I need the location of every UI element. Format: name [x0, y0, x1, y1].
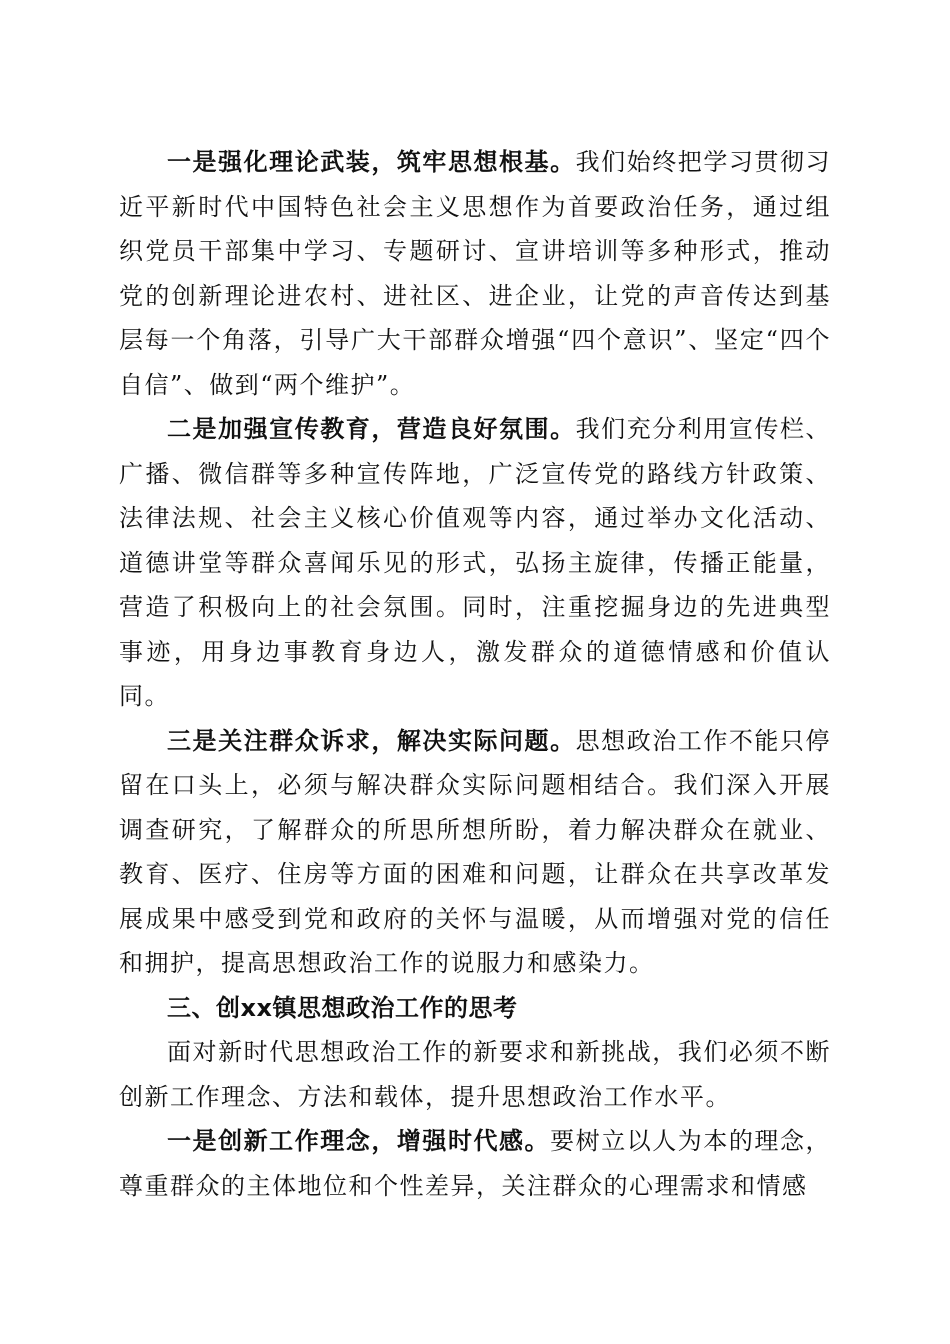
paragraph-text: 我们始终把学习贯彻习近平新时代中国特色社会主义思想作为首要政治任务，通过组织党员干部集中学习、专题研讨、宣讲培训等多种形式，推动党的创新理论进农村、进社区、进企业，让党的声音传达到基层每一个角落，引导广大干部群众增强“四个意识”、坚定“四个自信”、做到“两个维护”。 — [119, 148, 831, 399]
document-body — [119, 140, 831, 1208]
section-heading: 三、创xx镇思想政治工作的思考 — [167, 993, 518, 1022]
paragraph-text: 我们充分利用宣传栏、广播、微信群等多种宣传阵地，广泛宣传党的路线方针政策、法律法规、社会主义核心价值观等内容，通过举办文化活动、道德讲堂等群众喜闻乐见的形式，弘扬主旋律，传播正能量，营造了积极向上的社会氛围。同时，注重挖掘身边的先进典型事迹，用身边事教育身边人，激发群众的道德情感和价值认同。 — [119, 415, 831, 710]
paragraph-publicity-education — [119, 407, 831, 719]
paragraph-public-concerns — [119, 719, 831, 986]
paragraph-innovation-concept — [119, 1119, 831, 1208]
paragraph-text: 要树立以人为本的理念，尊重群众的主体地位和个性差异，关注群众的心理需求和情感 — [119, 1127, 832, 1200]
section-intro: 面对新时代思想政治工作的新要求和新挑战，我们必须不断创新工作理念、方法和载体，提升思想政治工作水平。 — [119, 1038, 831, 1111]
paragraph-lead: 三是关注群众诉求，解决实际问题。 — [167, 725, 576, 755]
paragraph-lead: 一是创新工作理念，增强时代感。 — [167, 1126, 551, 1155]
paragraph-lead: 一是强化理论武装，筑牢思想根基。 — [167, 147, 576, 176]
paragraph-lead: 二是加强宣传教育，营造良好氛围。 — [167, 414, 576, 443]
paragraph-theory-study — [119, 140, 831, 407]
paragraph-text: 思想政治工作不能只停留在口头上，必须与解决群众实际问题相结合。我们深入开展调查研究，了解群众的所思所想所盼，着力解决群众在就业、教育、医疗、住房等方面的困难和问题，让群众在共享改革发展成果中感受到党和政府的关怀与温暖，从而增强对党的信任和拥护，提高思想政治工作的说服力和感染力。 — [119, 726, 831, 977]
